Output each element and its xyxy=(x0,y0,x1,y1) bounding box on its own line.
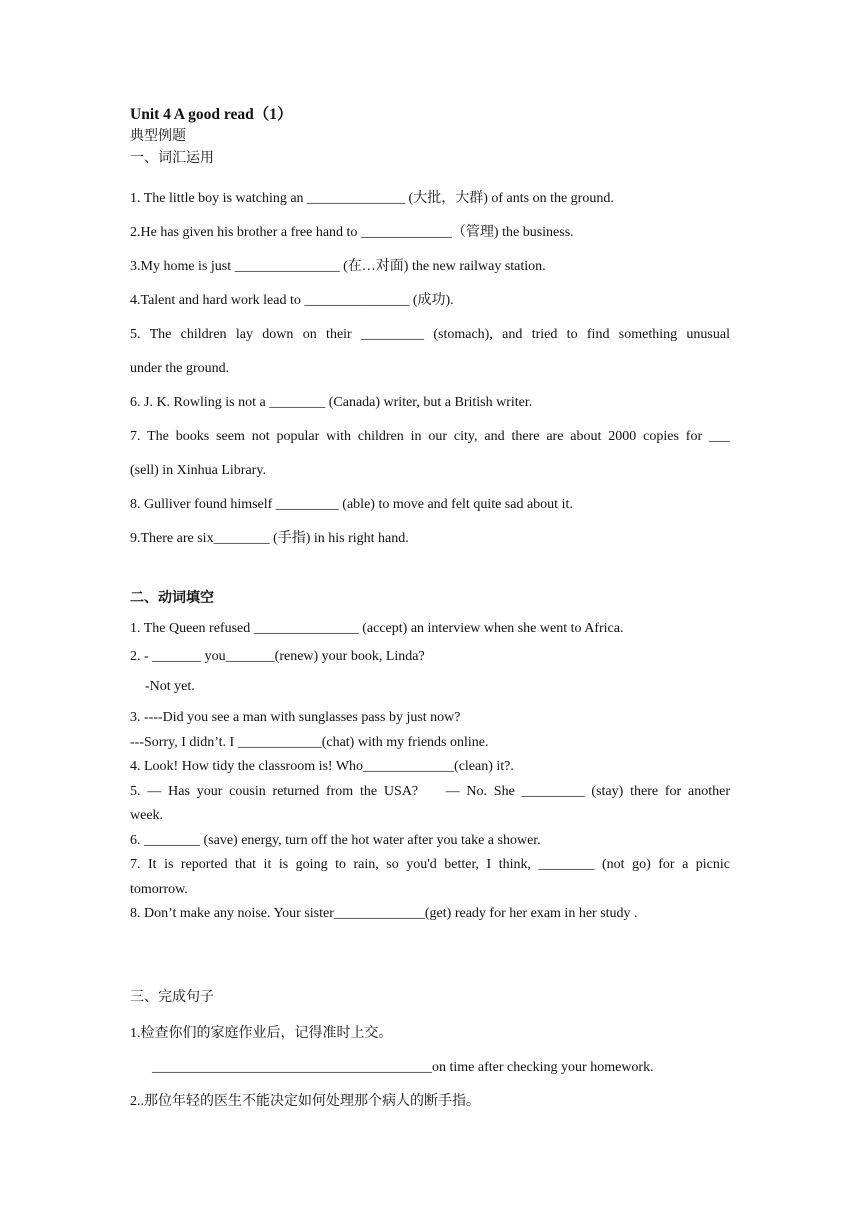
exercise-answer-line: -Not yet. xyxy=(145,679,195,694)
section2-list xyxy=(130,617,730,927)
exercise-item: 2.He has given his brother a free hand to _____________（管理) the business. xyxy=(130,225,574,240)
exercise-item: 2..那位年轻的医生不能决定如何处理那个病人的断手指。 xyxy=(130,1093,480,1109)
exercise-item: 3.My home is just _______________ (在…对面) the new railway station. xyxy=(130,259,546,274)
section3-heading: 三、完成句子 xyxy=(130,989,214,1005)
exercise-item: 9.There are six________ (手指) in his right hand. xyxy=(130,531,409,546)
exercise-item: 4.Talent and hard work lead to _______________ (成功). xyxy=(130,293,454,308)
exercise-item: 8. Don’t make any noise. Your sister_____________(get) ready for her exam in her study . xyxy=(130,906,638,921)
exercise-item: 5. The children lay down on their _________ (stomach), and tried to find something unusual xyxy=(130,327,730,342)
exercise-item: 4. Look! How tidy the classroom is! Who_____________(clean) it?. xyxy=(130,759,514,774)
exercise-item: 1. The Queen refused _______________ (accept) an interview when she went to Africa. xyxy=(130,621,624,636)
exercise-item: ---Sorry, I didn’t. I ____________(chat) with my friends online. xyxy=(130,734,489,750)
exercise-item: 7. The books seem not popular with children in our city, and there are about 2000 copies for ___ xyxy=(130,429,730,444)
section1-list xyxy=(130,182,730,556)
exercise-item: 6. J. K. Rowling is not a ________ (Canada) writer, but a British writer. xyxy=(130,395,533,410)
exercise-item: 3. ----Did you see a man with sunglasses pass by just now? xyxy=(130,710,461,725)
section1-heading: 一、词汇运用 xyxy=(130,151,214,166)
exercise-item: 1.检查你们的家庭作业后，记得准时上交。 xyxy=(130,1025,393,1041)
section2-heading: 二、动词填空 xyxy=(130,591,214,606)
exercise-item-continued: (sell) in Xinhua Library. xyxy=(130,463,266,478)
section3-list xyxy=(130,1017,730,1119)
exercise-item: 5. — Has your cousin returned from the USA? — No. She _________ (stay) there for another xyxy=(130,783,730,799)
exercise-item-continued: tomorrow. xyxy=(130,881,188,897)
exercise-item: 8. Gulliver found himself _________ (able) to move and felt quite sad about it. xyxy=(130,497,573,512)
worksheet xyxy=(130,104,730,1119)
exercise-item: 6. ________ (save) energy, turn off the hot water after you take a shower. xyxy=(130,832,541,848)
exercise-item-continued: week. xyxy=(130,808,164,823)
exercise-item: 1. The little boy is watching an ______________ (大批，大群) of ants on the ground. xyxy=(130,191,614,206)
exercise-item: 7. It is reported that it is going to rain, so you'd better, I think, ________ (not go) for a picnic xyxy=(130,857,730,872)
document-title: Unit 4 A good read（1） xyxy=(130,106,293,123)
document-subtitle: 典型例题 xyxy=(130,129,186,144)
exercise-answer-line: ________________________________________on time after checking your homework. xyxy=(152,1059,654,1075)
exercise-item-continued: under the ground. xyxy=(130,361,230,376)
exercise-item: 2. - _______ you_______(renew) your book, Linda? xyxy=(130,648,425,664)
